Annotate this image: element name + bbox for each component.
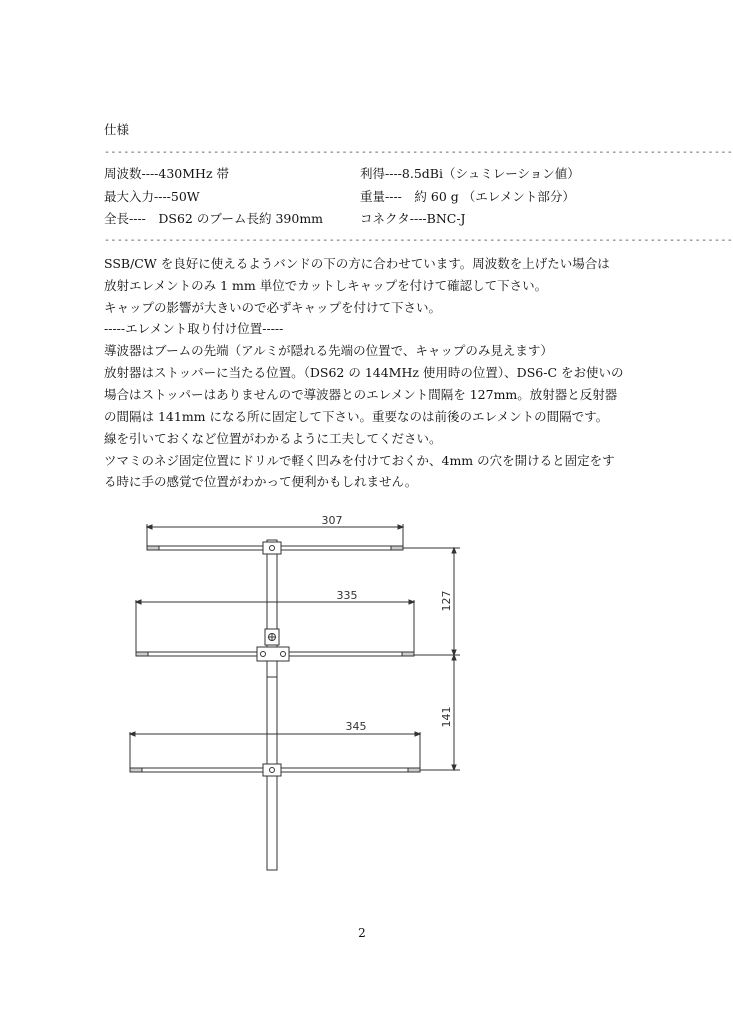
separator-top: -------------------------------------------------------------------------------------------------- [104, 147, 733, 158]
body-line: SSB/CW を良好に使えるようバンドの下の方に合わせています。周波数を上げたい場合は [104, 256, 610, 271]
body-line: 放射エレメントのみ 1 mm 単位でカットしキャップを付けて確認して下さい。 [104, 278, 548, 293]
spec-weight: 重量---- 約 60 g （エレメント部分） [360, 189, 575, 204]
body-line: る時に手の感覚で位置がわかって便利かもしれません。 [104, 474, 418, 489]
antenna-element-diagram [120, 505, 470, 875]
spacing-141-label: 141 [440, 706, 453, 728]
director-length-label: 307 [321, 514, 343, 527]
spacing-127-label: 127 [440, 590, 453, 612]
body-line: 場合はストッパーはありませんので導波器とのエレメント間隔を 127mm。放射器と反射器 [104, 387, 618, 402]
body-line: ツマミのネジ固定位置にドリルで軽く凹みを付けておくか、4mm の穴を開けると固定をす [104, 453, 615, 468]
body-line: 導波器はブームの先端（アルミが隠れる先端の位置で、キャップのみ見えます） [104, 343, 553, 358]
spec-frequency: 周波数----430MHz 帯 [104, 166, 230, 181]
page-number: 2 [358, 926, 366, 940]
body-line: の間隔は 141mm になる所に固定して下さい。重要なのは前後のエレメントの間隔です。 [104, 409, 609, 424]
director-clamp [263, 542, 281, 554]
radiator-clamp [257, 647, 289, 661]
body-line: 放射器はストッパーに当たる位置。（DS62 の 144MHz 使用時の位置）、DS6-C をお使いの [104, 365, 624, 380]
reflector-length-label: 345 [345, 720, 367, 733]
reflector-clamp [263, 764, 281, 776]
radiator-length-label: 335 [336, 589, 358, 602]
page-heading: 仕様 [104, 122, 130, 137]
boom [267, 540, 277, 870]
separator-bottom: -------------------------------------------------------------------------------------------------- [104, 235, 733, 246]
spec-max-input: 最大入力----50W [104, 189, 200, 204]
body-line: 線を引いておくなど位置がわかるように工夫してください。 [104, 431, 442, 446]
body-line: キャップの影響が大きいので必ずキャップを付けて下さい。 [104, 300, 442, 315]
spec-connector: コネクタ----BNC-J [360, 211, 466, 226]
spec-gain: 利得----8.5dBi（シュミレーション値） [360, 166, 580, 181]
spec-length: 全長---- DS62 のブーム長約 390mm [104, 211, 324, 226]
body-line: -----エレメント取り付け位置----- [104, 321, 284, 336]
